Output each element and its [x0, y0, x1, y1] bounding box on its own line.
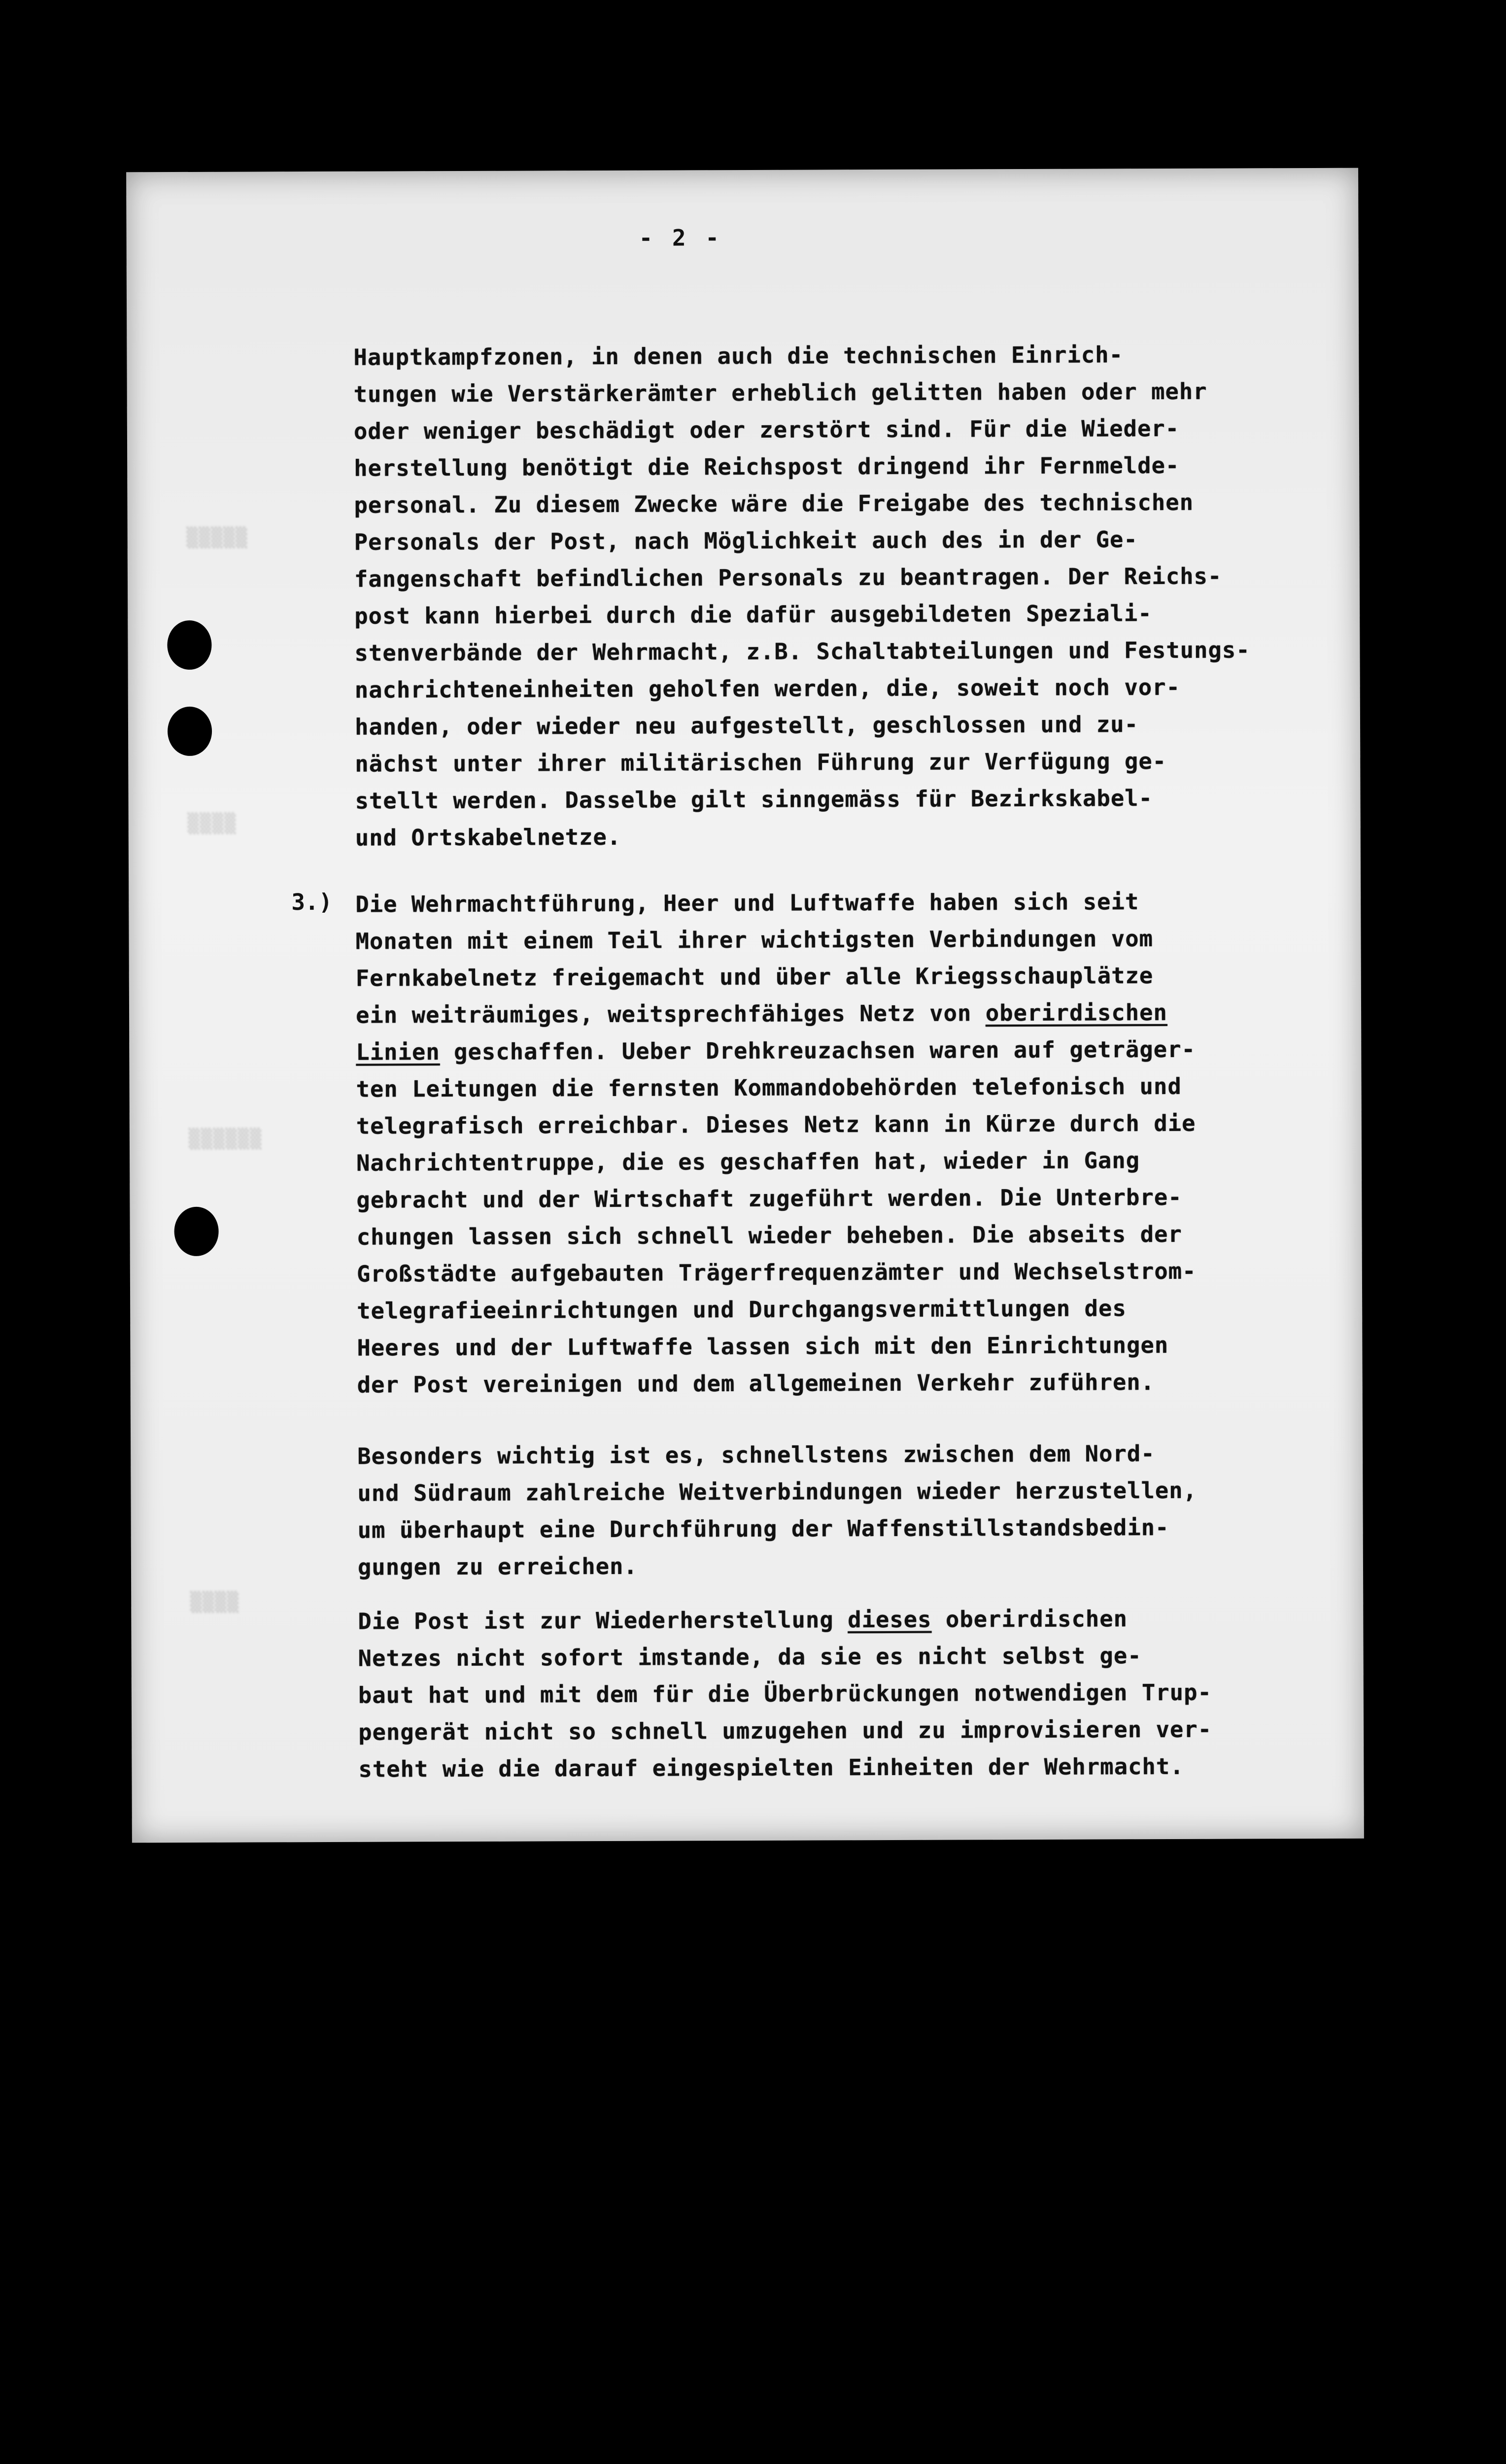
text-line: stellt werden. Dasselbe gilt sinngemäss für Bezirkskabel-: [355, 785, 1153, 814]
text-line: pengerät nicht so schnell umzugehen und zu improvisieren ver-: [358, 1716, 1212, 1745]
text-line: stenverbände der Wehrmacht, z.B. Schaltabteilungen und Festungs-: [354, 637, 1250, 666]
text-line: ten Leitungen die fernsten Kommandobehörden telefonisch und: [356, 1073, 1182, 1102]
text-line: Besonders wichtig ist es, schnellstens zwischen dem Nord-: [357, 1440, 1155, 1470]
text-line: um überhaupt eine Durchführung der Waffenstillstandsbedin-: [357, 1514, 1169, 1543]
paragraph-wehrmachtfuehrung: [355, 883, 1323, 1403]
text-line: nachrichteneinheiten geholfen werden, die, soweit noch vor-: [354, 674, 1181, 703]
paragraph-hauptkampfzonen: [353, 336, 1321, 856]
text-line: [356, 993, 1322, 1034]
text-fragment: Die Post ist zur Wiederherstellung: [358, 1607, 848, 1635]
text-line: Fernkabelnetz freigemacht und über alle Kriegsschauplätze: [355, 962, 1154, 992]
text-line: und Ortskabelnetze.: [355, 823, 621, 851]
text-fragment: ein weiträumiges, weitsprechfähiges Netz von: [355, 1000, 986, 1028]
text-line: nächst unter ihrer militärischen Führung zur Verfügung ge-: [355, 748, 1167, 777]
paragraph-post-wiederherstellung: [358, 1600, 1324, 1788]
text-line: Heeres und der Luftwaffe lassen sich mit den Einrichtungen: [357, 1332, 1169, 1361]
underlined-word: oberirdischen: [985, 999, 1167, 1027]
text-line: chungen lassen sich schnell wieder beheben. Die abseits der: [356, 1221, 1182, 1250]
text-line: handen, oder wieder neu aufgestellt, geschlossen und zu-: [354, 711, 1139, 740]
item-number: 3.): [291, 888, 333, 916]
underlined-word: dieses: [848, 1606, 932, 1633]
text-line: der Post vereinigen und dem allgemeinen Verkehr zuführen.: [357, 1369, 1155, 1398]
text-line: Personals der Post, nach Möglichkeit auch des in der Ge-: [354, 526, 1138, 555]
text-line: Netzes nicht sofort imstande, da sie es nicht selbst ge-: [358, 1643, 1142, 1672]
page-number: - 2 -: [639, 224, 722, 251]
bleed-through-mark: ▒▒▒▒: [190, 1591, 240, 1613]
underlined-word: Linien: [356, 1039, 440, 1065]
punch-hole: [167, 620, 211, 670]
text-line: fangenschaft befindlichen Personals zu beantragen. Der Reichs-: [354, 563, 1222, 592]
text-line: herstellung benötigt die Reichspost dringend ihr Fernmelde-: [354, 452, 1180, 481]
text-line: Die Wehrmachtführung, Heer und Luftwaffe haben sich seit: [355, 889, 1139, 918]
text-line: oder weniger beschädigt oder zerstört sind. Für die Wieder-: [353, 415, 1180, 445]
text-line: Nachrichtentruppe, die es geschaffen hat, wieder in Gang: [356, 1147, 1140, 1176]
text-line: post kann hierbei durch die dafür ausgebildeten Speziali-: [354, 600, 1152, 629]
text-line: gungen zu erreichen.: [357, 1553, 638, 1580]
bleed-through-mark: ▒▒▒▒▒: [186, 526, 248, 548]
text-line: und Südraum zahlreiche Weitverbindungen wieder herzustellen,: [357, 1477, 1198, 1506]
text-line: gebracht und der Wirtschaft zugeführt werden. Die Unterbre-: [356, 1184, 1182, 1213]
text-line: Hauptkampfzonen, in denen auch die technischen Einrich-: [353, 342, 1124, 371]
document-page: [126, 168, 1364, 1843]
text-line: Monaten mit einem Teil ihrer wichtigsten Verbindungen vom: [355, 925, 1154, 955]
paragraph-besonders-wichtig: [357, 1435, 1324, 1586]
text-line: [356, 1030, 1322, 1071]
punch-hole: [168, 707, 212, 756]
text-line: steht wie die darauf eingespielten Einheiten der Wehrmacht.: [358, 1753, 1184, 1782]
text-line: telegrafisch erreichbar. Dieses Netz kann in Kürze durch die: [356, 1110, 1196, 1139]
bleed-through-mark: ▒▒▒▒▒▒: [188, 1128, 263, 1150]
text-fragment: oberirdischen: [931, 1606, 1128, 1633]
text-line: baut hat und mit dem für die Überbrückungen notwendigen Trup-: [358, 1679, 1212, 1709]
text-line: Großstädte aufgebauten Trägerfrequenzämter und Wechselstrom-: [356, 1258, 1197, 1287]
text-line: tungen wie Verstärkerämter erheblich gelitten haben oder mehr: [353, 378, 1207, 408]
text-line: [358, 1600, 1324, 1640]
text-line: telegrafieeinrichtungen und Durchgangsvermittlungen des: [357, 1295, 1127, 1324]
text-fragment: geschaffen. Ueber Drehkreuzachsen waren auf geträger-: [440, 1036, 1196, 1065]
punch-hole: [174, 1207, 218, 1256]
bleed-through-mark: ▒▒▒▒: [187, 812, 237, 834]
text-line: personal. Zu diesem Zwecke wäre die Freigabe des technischen: [354, 489, 1194, 518]
